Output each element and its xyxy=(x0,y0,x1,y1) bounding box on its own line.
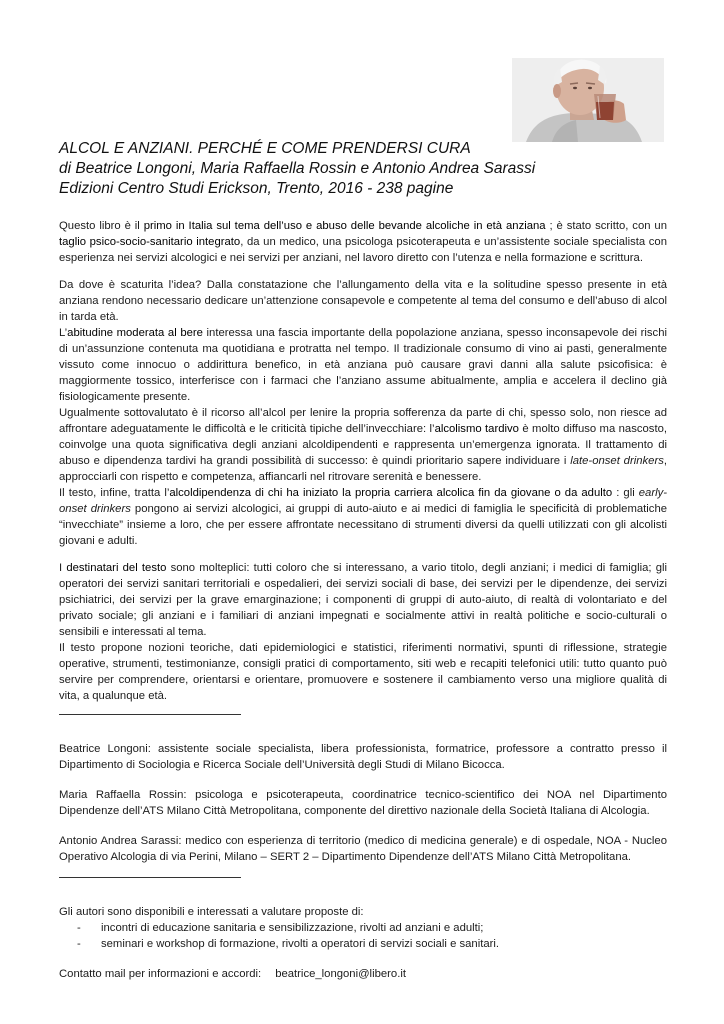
contents-paragraph: Il testo propone nozioni teoriche, dati epidemiologici e statistici, riferimenti normativi, spunti di riflessione, strategie operative, strumenti, testimonianze, consigli pratici di comportamento, siti web e recapiti telefonici utili: tutto quanto può servire per comprendere, orientarsi e orientare, promuovere e sostenere il cambiamento verso una migliore qualità di vita, a qualunque età. xyxy=(59,642,667,702)
highlight-first-in-italy: primo in Italia sul tema dell’uso e abuso delle bevande alcoliche in età anziana xyxy=(143,220,546,232)
early-onset-term: early-onset drinkers xyxy=(59,487,668,515)
highlight-early-dependence: alcoldipendenza di chi ha iniziato la propria carriera alcolica fin da giovane o da adulto xyxy=(169,487,613,499)
contact-email: beatrice_longoni@libero.it xyxy=(275,968,406,980)
author-description: medico con esperienza di territorio (medico di medicina generale) e di ospedale, NOA - Nucleo Operativo Alcologia di via Perini, Milano – SERT 2 – Dipartimento Dipendenze dell’ATS Milano Città Metropolitana. xyxy=(59,835,667,863)
author-description: assistente sociale specialista, libera professionista, formatrice, professore a contratto presso il Dipartimento di Sociologia e Ricerca Sociale dell’Università degli Studi di Milano Bicocca. xyxy=(59,743,667,771)
proposals-list xyxy=(59,920,667,952)
text-run: I xyxy=(59,562,67,574)
document-body xyxy=(59,218,667,982)
text-run: , approcciarli con rispetto e competenza, affiancarli nel ritrovare serenità e benessere. xyxy=(59,455,668,483)
author-bio xyxy=(59,741,667,773)
text-run: interessa una fascia importante della popolazione anziana, spesso inconsapevole dei rischi di un’assunzione contenuta ma quotidiana e protratta nel tempo. Il tradizionale consumo di vino ai pasti, generalmente vissuto come innocuo o addirittura benefico, in età anziana può causare gravi danni alla salute psicofisica: è maggiormente tossico, interferisce con i farmaci che l’anziano assume abitualmente, amplia e accelera il declino già fisiologicamente presente. xyxy=(59,327,667,403)
photo-illustration xyxy=(512,58,664,142)
intro-paragraph xyxy=(59,218,667,266)
text-run: pongono ai servizi alcologici, ai gruppi di auto-aiuto e ai medici di famiglia le specificità di problematiche “invecchiate” insieme a loro, che per essere affrontate necessitano di strumenti diversi da quelli utilizzati con gli alcolisti giovani e adulti. xyxy=(59,503,668,547)
author-name: Antonio Andrea Sarassi: xyxy=(59,835,182,847)
section-divider xyxy=(59,877,241,878)
text-run: Questo libro è il xyxy=(59,220,144,232)
proposals-intro: Gli autori sono disponibili e interessati a valutare proposte di: xyxy=(59,906,364,918)
author-bio xyxy=(59,787,667,819)
moderate-drinking-paragraph xyxy=(59,325,667,405)
text-run: Ugualmente sottovalutato è il ricorso all’alcol per lenire la propria sofferenza da parte di chi, spesso solo, non riesce ad affrontare adeguatamente le difficoltà e le criticità tipiche dell’invecchiare: l’ xyxy=(59,407,667,435)
origin-paragraph: Da dove è scaturita l’idea? Dalla constatazione che l’allungamento della vita e la solitudine spesso presente in età anziana rendono necessario dedicare un’attenzione consapevole e competente al tema del consumo e dell’abuso di alcol in tarda età. xyxy=(59,279,667,323)
text-run: sono molteplici: tutti coloro che si interessano, a vario titolo, degli anziani; i medici di famiglia; gli operatori dei servizi sanitari territoriali e ospedalieri, dei servizi sociali di base, dei servizi per le dipendenze, dei servizi psichiatrici, dei servizi per la grave emarginazione; i componenti di gruppi di auto-aiuto, di realtà di volontariato e del privato sociale; gli anziani e i familiari di anziani impegnati e socialmente attivi in realtà politiche e socio-culturali o sensibili e interessati al tema. xyxy=(59,562,668,638)
contact-line xyxy=(59,966,667,982)
list-item: - incontri di educazione sanitaria e sensibilizzazione, rivolti ad anziani e adulti; xyxy=(77,920,667,936)
late-alcoholism-paragraph xyxy=(59,405,667,485)
section-divider xyxy=(59,714,241,715)
text-run: L’ xyxy=(59,327,68,339)
late-onset-term: late-onset drinkers xyxy=(570,455,664,467)
elderly-man-drinking-photo xyxy=(512,58,664,142)
author-name: Beatrice Longoni: xyxy=(59,743,151,755)
contact-label: Contatto mail per informazioni e accordi: xyxy=(59,968,262,980)
audience-paragraph xyxy=(59,560,667,640)
highlight-audience: destinatari del testo xyxy=(66,562,167,574)
book-authors: di Beatrice Longoni, Maria Raffaella Rossin e Antonio Andrea Sarassi xyxy=(59,160,536,177)
early-onset-paragraph xyxy=(59,485,667,549)
book-publisher: Edizioni Centro Studi Erickson, Trento, 2016 - 238 pagine xyxy=(59,180,454,197)
highlight-late-alcoholism: alcolismo tardivo xyxy=(434,423,519,435)
author-bio xyxy=(59,833,667,865)
text-run: : gli xyxy=(612,487,639,499)
author-name: Maria Raffaella Rossin: xyxy=(59,789,187,801)
list-item: - seminari e workshop di formazione, rivolti a operatori di servizi sociali e sanitari. xyxy=(77,936,667,952)
text-run: è molto diffuso ma nascosto, coinvolge una quota significativa degli anziani alcoldipendenti e rappresenta un’emergenza ignorata. Il trattamento di abuso e dipendenza tardivi ha grandi possibilità di successo: è quindi prioritario sapere individuare i xyxy=(59,423,667,467)
text-run: , da un medico, una psicologa psicoterapeuta e un’assistente sociale specialista con esperienza nei servizi alcologici e nei servizi per anziani, nel lavoro diretto con l’utenza e nella formazione e scrittura. xyxy=(59,236,667,264)
book-title: ALCOL E ANZIANI. PERCHÉ E COME PRENDERSI CURA xyxy=(59,140,471,157)
text-run: Il testo, infine, tratta l’ xyxy=(59,487,170,499)
book-header xyxy=(59,139,669,199)
highlight-moderate-drinking: abitudine moderata al bere xyxy=(67,327,203,339)
author-description: psicologa e psicoterapeuta, coordinatrice tecnico-scientifico dei NOA nel Dipartimento Dipendenze dell’ATS Milano Città Metropolitana, componente del direttivo nazionale della Società Italiana di Alcologia. xyxy=(59,789,668,817)
text-run: ; è stato scritto, con un xyxy=(545,220,667,232)
highlight-integrated-approach: taglio psico-socio-sanitario integrato xyxy=(59,236,241,248)
